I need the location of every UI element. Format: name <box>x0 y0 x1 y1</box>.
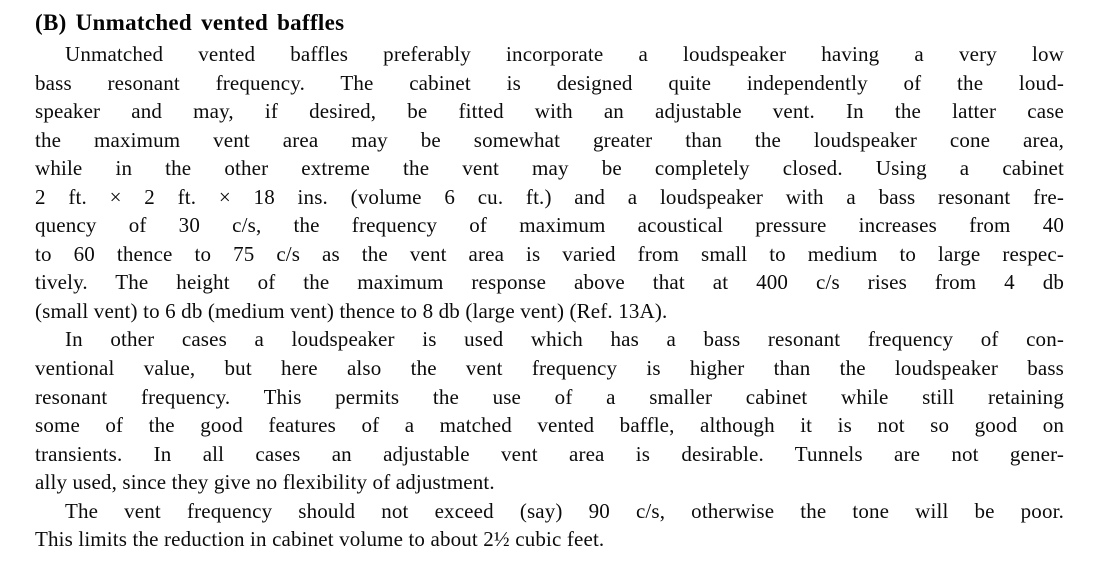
text-line: The vent frequency should not exceed (say) 90 c/s, otherwise the tone will be poor. <box>65 498 1064 523</box>
text-line: to 60 thence to 75 c/s as the vent area is varied from small to medium to large respec- <box>35 241 1064 266</box>
text-line: This limits the reduction in cabinet volume to about 2½ cubic feet. <box>35 527 605 552</box>
text-line: ventional value, but here also the vent frequency is higher than the loudspeaker bass <box>35 356 1064 381</box>
paragraph-2 <box>35 325 1064 496</box>
text-line: 2 ft. × 2 ft. × 18 ins. (volume 6 cu. ft.) and a loudspeaker with a bass resonant fre- <box>35 184 1064 209</box>
paragraph-3 <box>35 497 1064 554</box>
text-line: bass resonant frequency. The cabinet is designed quite independently of the loud- <box>35 70 1064 95</box>
section-heading: (B) Unmatched vented baffles <box>35 10 345 35</box>
text-line: while in the other extreme the vent may be completely closed. Using a cabinet <box>35 156 1064 181</box>
text-line: speaker and may, if desired, be fitted with an adjustable vent. In the latter case <box>35 99 1064 124</box>
paragraph-1 <box>35 40 1064 325</box>
text-line: transients. In all cases an adjustable vent area is desirable. Tunnels are not gener- <box>35 441 1064 466</box>
text-line: quency of 30 c/s, the frequency of maximum acoustical pressure increases from 40 <box>35 213 1064 238</box>
text-line: the maximum vent area may be somewhat greater than the loudspeaker cone area, <box>35 127 1064 152</box>
text-line: ally used, since they give no flexibility of adjustment. <box>35 470 495 495</box>
text-line: (small vent) to 6 db (medium vent) thence to 8 db (large vent) (Ref. 13A). <box>35 298 668 323</box>
text-line: In other cases a loudspeaker is used which has a bass resonant frequency of con- <box>65 327 1064 352</box>
text-line: tively. The height of the maximum response above that at 400 c/s rises from 4 db <box>35 270 1064 295</box>
text-line: Unmatched vented baffles preferably incorporate a loudspeaker having a very low <box>65 42 1064 66</box>
text-line: some of the good features of a matched vented baffle, although it is not so good on <box>35 413 1064 438</box>
text-line: resonant frequency. This permits the use of a smaller cabinet while still retaining <box>35 384 1064 409</box>
